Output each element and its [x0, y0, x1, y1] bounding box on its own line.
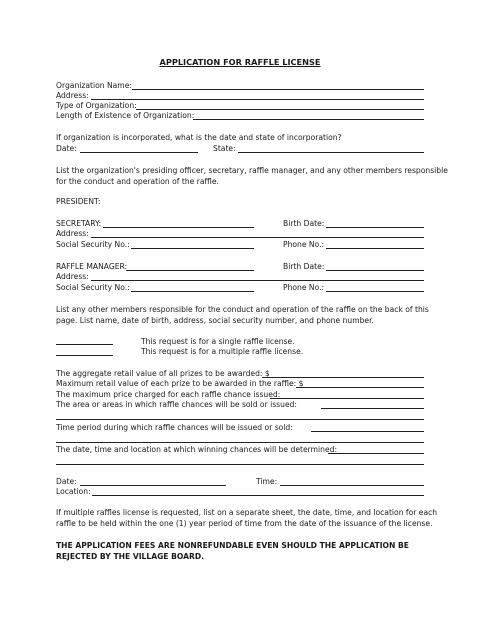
other-members-line1: List any other members responsible for the conduct and operation of the raffle on the back of this: [56, 305, 429, 314]
org-address-field[interactable]: [91, 99, 424, 100]
secretary-address-label: Address:: [56, 229, 89, 238]
max-price-field[interactable]: [270, 398, 424, 399]
secretary-phone-label: Phone No.:: [283, 240, 325, 249]
raffle-manager-name-field[interactable]: [126, 270, 254, 271]
incorporation-question: If organization is incorporated, what is the date and state of incorporation?: [56, 133, 342, 142]
raffle-manager-label: RAFFLE MANAGER:: [56, 262, 128, 271]
raffle-manager-address-label: Address:: [56, 272, 89, 281]
org-length-field[interactable]: [193, 119, 424, 120]
fees-notice-line1: THE APPLICATION FEES ARE NONREFUNDABLE EVEN SHOULD THE APPLICATION BE: [56, 541, 409, 550]
page-title: APPLICATION FOR RAFFLE LICENSE: [159, 57, 321, 67]
secretary-phone-field[interactable]: [326, 248, 424, 249]
maximum-value-field[interactable]: [296, 387, 424, 388]
sale-area-label: The area or areas in which raffle chances will be sold or issued:: [56, 400, 297, 409]
raffle-manager-birth-field[interactable]: [326, 270, 424, 271]
location-label: Location:: [56, 487, 91, 496]
date-field[interactable]: [80, 485, 226, 486]
secretary-name-field[interactable]: [103, 227, 254, 228]
multiple-note-line1: If multiple raffles license is requested, list on a separate sheet, the date, time, and location for each: [56, 508, 438, 517]
officers-intro-line2: for the conduct and operation of the raffle.: [56, 177, 219, 186]
time-period-field-continued[interactable]: [56, 442, 424, 443]
time-label: Time:: [256, 477, 278, 486]
secretary-ssn-field[interactable]: [131, 248, 254, 249]
aggregate-value-field[interactable]: [262, 377, 424, 378]
secretary-birth-field[interactable]: [326, 227, 424, 228]
secretary-label: SECRETARY:: [56, 219, 102, 228]
secretary-birth-label: Birth Date:: [283, 219, 325, 228]
incorporation-state-field[interactable]: [238, 152, 424, 153]
officers-intro-line1: List the organization's presiding officer, secretary, raffle manager, and any other members responsible: [56, 166, 448, 175]
raffle-manager-phone-label: Phone No.:: [283, 283, 325, 292]
time-field[interactable]: [280, 485, 424, 486]
sale-area-field-continued[interactable]: [56, 419, 424, 420]
time-period-field[interactable]: [311, 431, 424, 432]
incorporation-state-label: State:: [213, 144, 236, 153]
date-label: Date:: [56, 477, 77, 486]
sale-area-field[interactable]: [321, 408, 424, 409]
winning-field[interactable]: [328, 453, 424, 454]
raffle-manager-ssn-label: Social Security No.:: [56, 283, 130, 292]
maximum-value-label: Maximum retail value of each prize to be awarded in the raffle: $: [56, 379, 304, 388]
raffle-manager-ssn-field[interactable]: [131, 291, 254, 292]
org-address-label: Address:: [56, 91, 89, 100]
multiple-license-check-field[interactable]: [56, 355, 113, 356]
org-name-label: Organization Name:: [56, 81, 132, 90]
fees-notice-line2: REJECTED BY THE VILLAGE BOARD.: [56, 552, 205, 561]
other-members-line2: page. List name, date of birth, address, social security number, and phone number.: [56, 316, 374, 325]
single-license-check-field[interactable]: [56, 344, 113, 345]
incorporation-date-label: Date:: [56, 144, 77, 153]
org-type-field[interactable]: [136, 109, 424, 110]
single-license-label: This request is for a single raffle license.: [141, 337, 295, 346]
winning-label: The date, time and location at which winning chances will be determined:: [56, 445, 338, 454]
raffle-manager-phone-field[interactable]: [326, 291, 424, 292]
org-length-label: Length of Existence of Organization:: [56, 111, 195, 120]
location-field[interactable]: [92, 495, 424, 496]
multiple-note-line2: raffle to be held within the one (1) year period of time from the date of the issuance of the license.: [56, 519, 433, 528]
org-type-label: Type of Organization:: [56, 101, 137, 110]
max-price-label: The maximum price charged for each raffle chance issued:: [56, 390, 281, 399]
org-name-field[interactable]: [132, 89, 424, 90]
multiple-license-label: This request is for a multiple raffle license.: [141, 347, 304, 356]
raffle-manager-address-field[interactable]: [91, 280, 424, 281]
secretary-address-field[interactable]: [91, 237, 424, 238]
raffle-manager-birth-label: Birth Date:: [283, 262, 325, 271]
winning-field-continued[interactable]: [56, 464, 424, 465]
time-period-label: Time period during which raffle chances will be issued or sold:: [56, 423, 293, 432]
incorporation-date-field[interactable]: [80, 152, 198, 153]
aggregate-value-label: The aggregate retail value of all prizes to be awarded: $: [56, 369, 270, 378]
secretary-ssn-label: Social Security No.:: [56, 240, 130, 249]
president-label: PRESIDENT:: [56, 197, 101, 206]
